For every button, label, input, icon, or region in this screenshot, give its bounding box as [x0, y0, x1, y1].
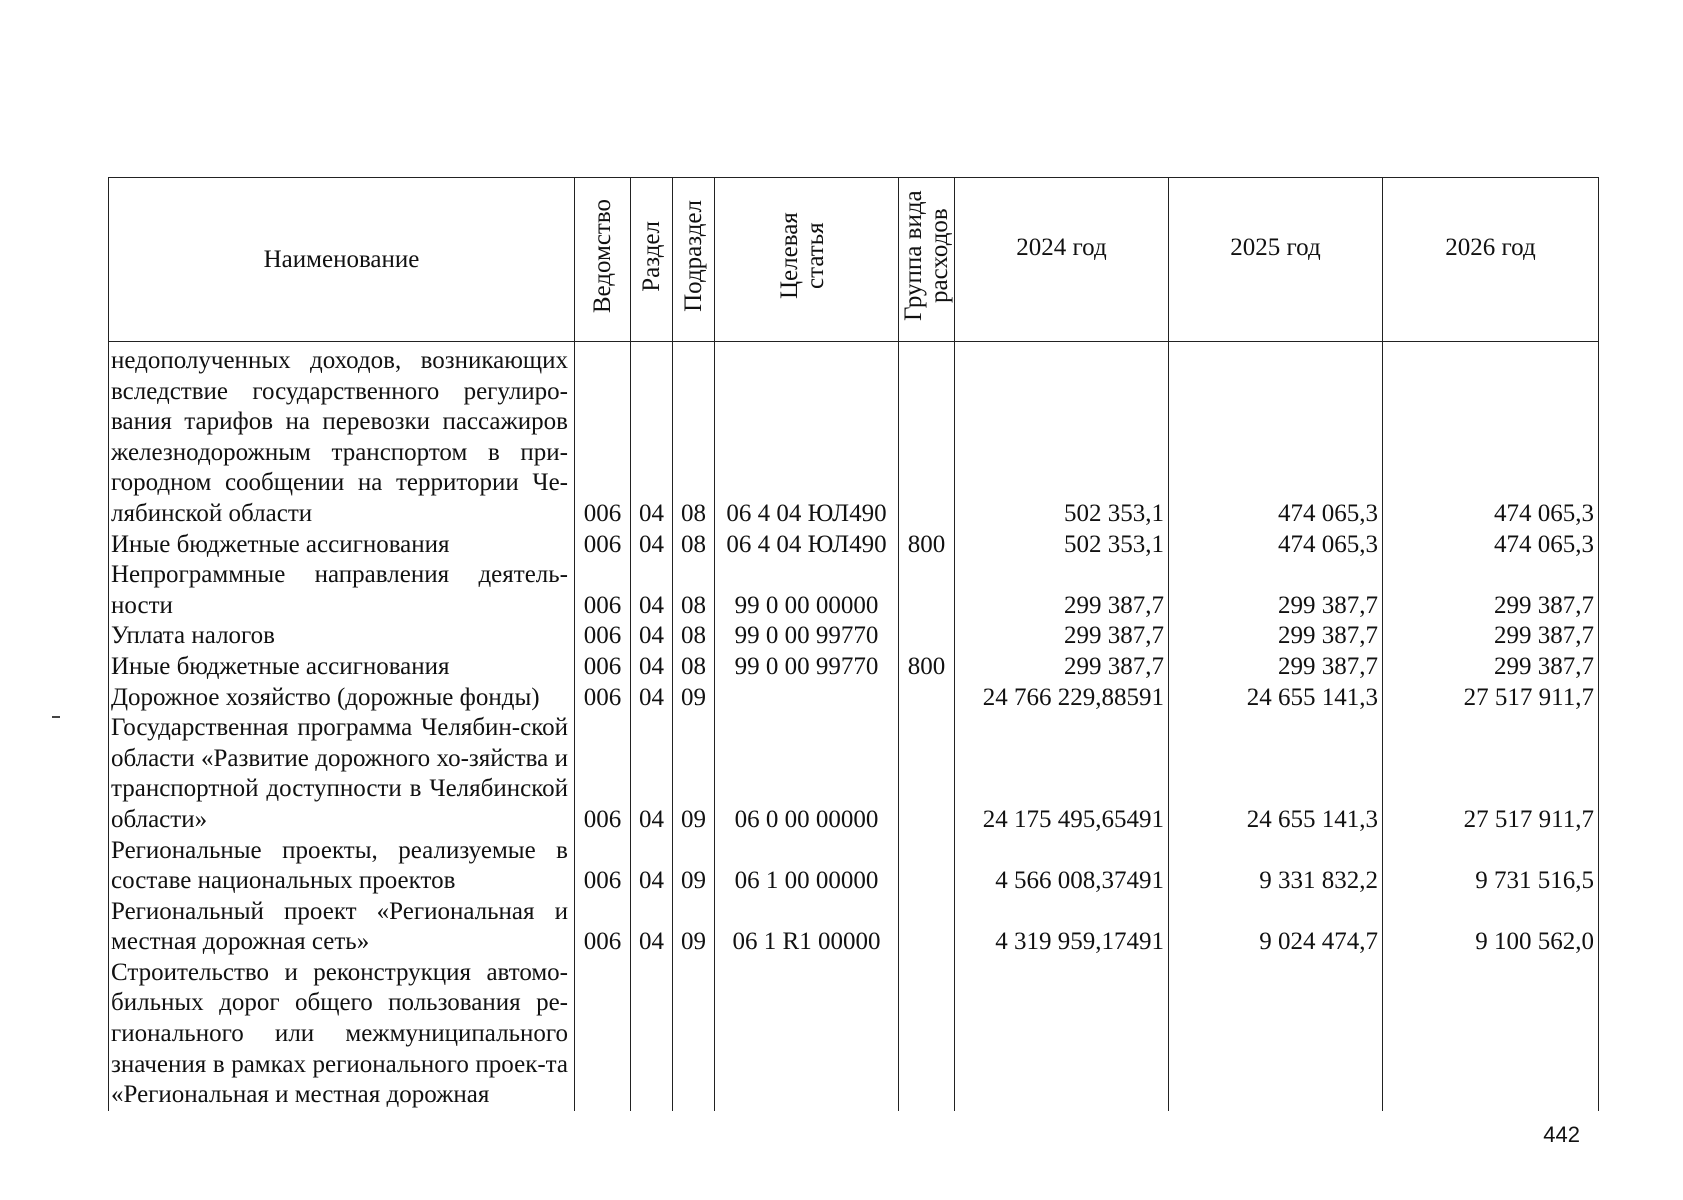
table-row [109, 560, 1599, 621]
cell-2026: 9 100 562,0 [1383, 897, 1599, 958]
table-row [109, 652, 1599, 683]
cell-gruppa [899, 342, 955, 530]
cell-podrazdel: 08 [673, 530, 715, 561]
cell-celevaya-statya: 99 0 00 00000 [715, 560, 899, 621]
cell-celevaya-statya: 99 0 00 99770 [715, 621, 899, 652]
cell-2025 [1169, 958, 1383, 1111]
cell-2024: 299 387,7 [955, 621, 1169, 652]
cell-name: Региональный проект «Региональная и местная дорожная сеть» [109, 897, 575, 958]
cell-2025: 9 331 832,2 [1169, 836, 1383, 897]
page-number: 442 [1543, 1122, 1580, 1147]
cell-gruppa [899, 958, 955, 1111]
cell-celevaya-statya: 99 0 00 99770 [715, 652, 899, 683]
cell-razdel: 04 [631, 530, 673, 561]
table-row [109, 713, 1599, 835]
header-vedomstvo: Ведомство [575, 178, 631, 342]
cell-name: недополученных доходов, возникающих вследствие государственного регулиро-вания тарифов на перевозки пассажиров железнодорожным транспортом в при-городном сообщении на территории Че-лябинской области [109, 342, 575, 530]
cell-podrazdel: 09 [673, 897, 715, 958]
cell-name: Иные бюджетные ассигнования [109, 652, 575, 683]
cell-celevaya-statya [715, 683, 899, 714]
cell-razdel [631, 958, 673, 1111]
cell-razdel: 04 [631, 836, 673, 897]
cell-razdel: 04 [631, 342, 673, 530]
cell-2024: 24 766 229,88591 [955, 683, 1169, 714]
cell-gruppa [899, 897, 955, 958]
cell-razdel: 04 [631, 713, 673, 835]
cell-vedomstvo: 006 [575, 897, 631, 958]
margin-mark [52, 716, 60, 718]
cell-2026: 299 387,7 [1383, 621, 1599, 652]
cell-vedomstvo: 006 [575, 560, 631, 621]
cell-podrazdel [673, 958, 715, 1111]
cell-name: Региональные проекты, реализуемые в составе национальных проектов [109, 836, 575, 897]
cell-2025: 299 387,7 [1169, 652, 1383, 683]
cell-2025: 24 655 141,3 [1169, 683, 1383, 714]
cell-2025: 474 065,3 [1169, 530, 1383, 561]
cell-gruppa: 800 [899, 530, 955, 561]
cell-celevaya-statya: 06 4 04 ЮЛ490 [715, 342, 899, 530]
cell-razdel: 04 [631, 683, 673, 714]
cell-gruppa [899, 683, 955, 714]
cell-razdel: 04 [631, 621, 673, 652]
table-row [109, 897, 1599, 958]
header-celevaya-statya: Целевая статья [715, 178, 899, 342]
cell-2024: 4 319 959,17491 [955, 897, 1169, 958]
header-2026: 2026 год [1383, 178, 1599, 342]
cell-2024: 4 566 008,37491 [955, 836, 1169, 897]
budget-table [108, 177, 1599, 1111]
cell-razdel: 04 [631, 652, 673, 683]
header-razdel: Раздел [631, 178, 673, 342]
cell-vedomstvo [575, 958, 631, 1111]
table-body [109, 342, 1599, 1111]
header-2025: 2025 год [1169, 178, 1383, 342]
cell-gruppa [899, 713, 955, 835]
cell-name: Непрограммные направления деятель-ности [109, 560, 575, 621]
cell-gruppa [899, 621, 955, 652]
cell-podrazdel: 09 [673, 713, 715, 835]
cell-name: Государственная программа Челябин-ской области «Развитие дорожного хо-зяйства и транспортной доступности в Челябинской области» [109, 713, 575, 835]
cell-vedomstvo: 006 [575, 836, 631, 897]
cell-2025: 9 024 474,7 [1169, 897, 1383, 958]
cell-razdel: 04 [631, 897, 673, 958]
header-gruppa-vida-rashodov: Группа вида расходов [899, 178, 955, 342]
cell-gruppa [899, 560, 955, 621]
cell-2026 [1383, 958, 1599, 1111]
cell-2024: 502 353,1 [955, 530, 1169, 561]
cell-name: Строительство и реконструкция автомо-бильных дорог общего пользования ре-гионального или межмуниципального значения в рамках регионального проек-та «Региональная и местная дорожная [109, 958, 575, 1111]
cell-podrazdel: 09 [673, 683, 715, 714]
table-row [109, 683, 1599, 714]
cell-celevaya-statya: 06 1 00 00000 [715, 836, 899, 897]
table-row [109, 621, 1599, 652]
cell-2026: 299 387,7 [1383, 652, 1599, 683]
header-2024: 2024 год [955, 178, 1169, 342]
table-row [109, 530, 1599, 561]
header-podrazdel: Подраздел [673, 178, 715, 342]
cell-2024: 299 387,7 [955, 560, 1169, 621]
cell-podrazdel: 08 [673, 560, 715, 621]
cell-celevaya-statya [715, 958, 899, 1111]
cell-2026: 299 387,7 [1383, 560, 1599, 621]
cell-podrazdel: 08 [673, 342, 715, 530]
table-row [109, 836, 1599, 897]
cell-celevaya-statya: 06 1 R1 00000 [715, 897, 899, 958]
cell-2026: 27 517 911,7 [1383, 683, 1599, 714]
cell-name: Уплата налогов [109, 621, 575, 652]
cell-2025: 299 387,7 [1169, 621, 1383, 652]
cell-celevaya-statya: 06 4 04 ЮЛ490 [715, 530, 899, 561]
cell-2026: 9 731 516,5 [1383, 836, 1599, 897]
header-name: Наименование [109, 178, 575, 342]
table-header [109, 178, 1599, 342]
cell-2024: 299 387,7 [955, 652, 1169, 683]
cell-name: Дорожное хозяйство (дорожные фонды) [109, 683, 575, 714]
cell-2024 [955, 958, 1169, 1111]
cell-2026: 27 517 911,7 [1383, 713, 1599, 835]
table-row [109, 342, 1599, 530]
cell-razdel: 04 [631, 560, 673, 621]
cell-vedomstvo: 006 [575, 713, 631, 835]
cell-gruppa: 800 [899, 652, 955, 683]
cell-2025: 474 065,3 [1169, 342, 1383, 530]
cell-podrazdel: 08 [673, 621, 715, 652]
cell-celevaya-statya: 06 0 00 00000 [715, 713, 899, 835]
cell-vedomstvo: 006 [575, 652, 631, 683]
cell-2025: 299 387,7 [1169, 560, 1383, 621]
table-row [109, 958, 1599, 1111]
cell-vedomstvo: 006 [575, 342, 631, 530]
cell-vedomstvo: 006 [575, 683, 631, 714]
cell-podrazdel: 09 [673, 836, 715, 897]
cell-gruppa [899, 836, 955, 897]
cell-2026: 474 065,3 [1383, 342, 1599, 530]
cell-name: Иные бюджетные ассигнования [109, 530, 575, 561]
cell-2025: 24 655 141,3 [1169, 713, 1383, 835]
cell-podrazdel: 08 [673, 652, 715, 683]
cell-2024: 502 353,1 [955, 342, 1169, 530]
cell-2024: 24 175 495,65491 [955, 713, 1169, 835]
cell-2026: 474 065,3 [1383, 530, 1599, 561]
cell-vedomstvo: 006 [575, 530, 631, 561]
cell-vedomstvo: 006 [575, 621, 631, 652]
